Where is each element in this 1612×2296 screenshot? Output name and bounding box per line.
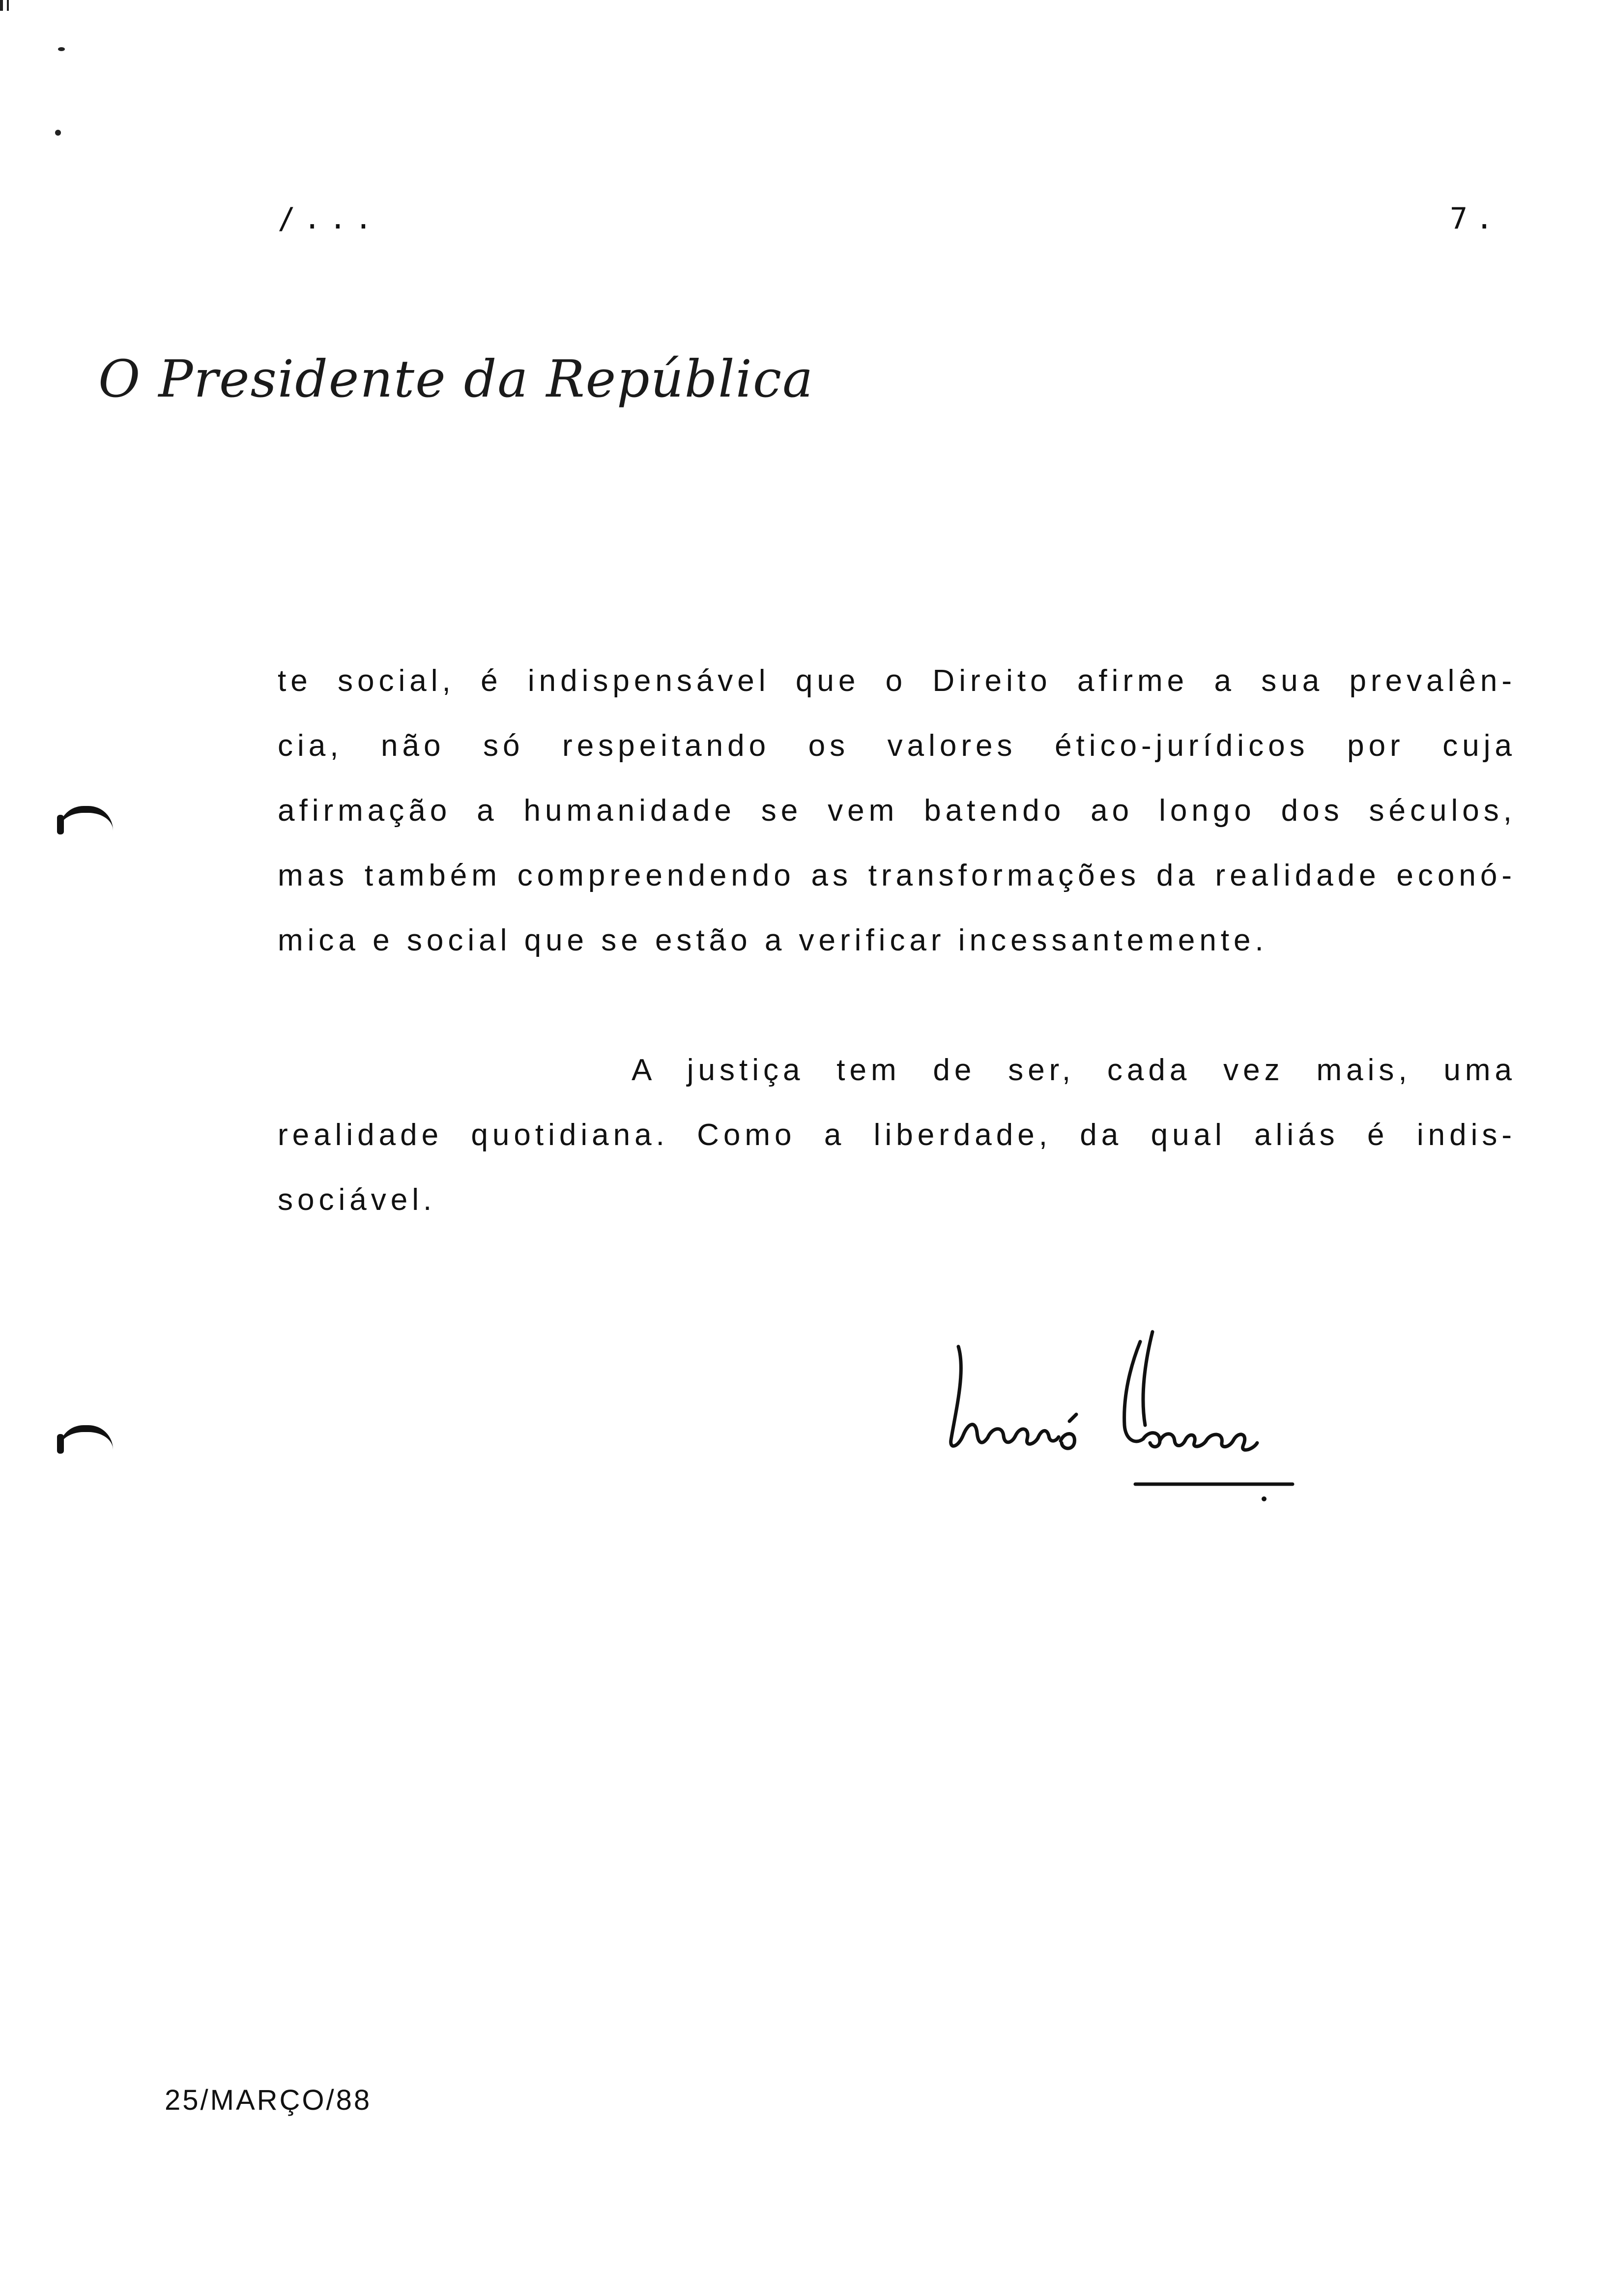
page-continuation-mark: /... xyxy=(278,201,380,236)
document-date: 25/MARÇO/88 xyxy=(165,2084,372,2116)
scan-speck xyxy=(58,47,65,51)
body-line: mas também compreendendo as transformações da realidade econó- xyxy=(278,859,1516,892)
paragraph-gap xyxy=(278,973,1516,1038)
scan-edge-mark xyxy=(0,0,9,11)
scan-speck xyxy=(55,130,61,136)
handwritten-signature xyxy=(929,1327,1302,1504)
body-line: afirmação a humanidade se vem batendo ao longo dos séculos, xyxy=(278,794,1516,828)
body-line: realidade quotidiana. Como a liberdade, da qual aliás é indis- xyxy=(278,1118,1516,1152)
page-number: 7. xyxy=(1450,201,1501,236)
body-line: sociável. xyxy=(278,1183,436,1217)
body-line: A justiça tem de ser, cada vez mais, uma xyxy=(632,1053,1516,1087)
letter-body xyxy=(278,649,1516,1233)
body-line: cia, não só respeitando os valores ético-jurídicos por cuja xyxy=(278,729,1516,763)
letterhead-title: O Presidente da República xyxy=(98,349,814,409)
binder-hole-mark xyxy=(59,806,113,831)
binder-hole-mark xyxy=(59,1425,113,1450)
body-line: mica e social que se estão a verificar incessantemente. xyxy=(278,923,1268,957)
body-line: te social, é indispensável que o Direito afirme a sua prevalên- xyxy=(278,664,1516,698)
